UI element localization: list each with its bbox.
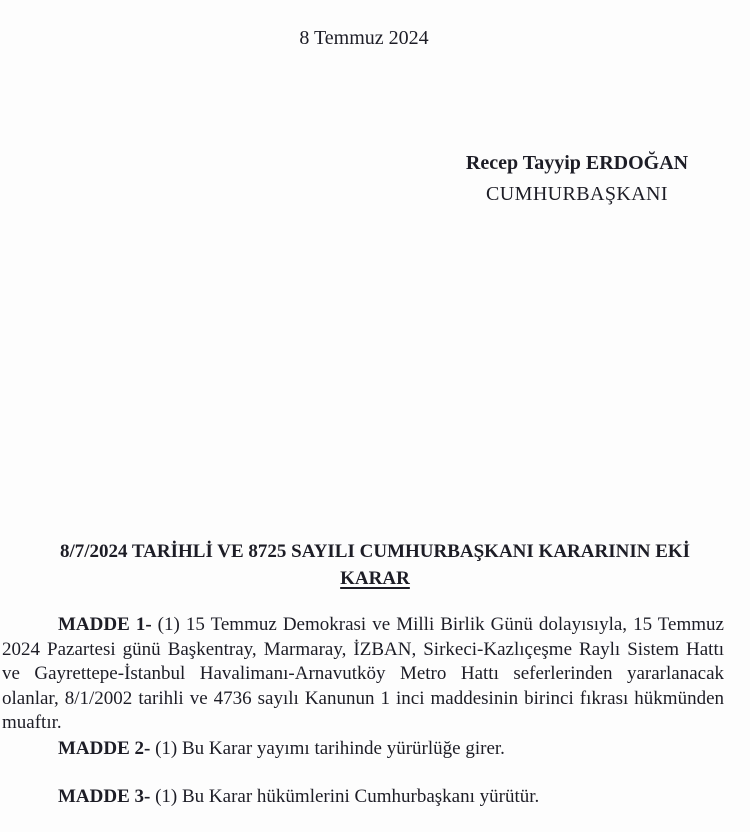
decree-heading — [0, 538, 750, 592]
article-madde-3 — [2, 785, 724, 810]
article-madde-2-text: (1) Bu Karar yayımı tarihinde yürürlüğe girer. — [150, 738, 505, 759]
decree-heading-line-1: 8/7/2024 TARİHLİ VE 8725 SAYILI CUMHURBAŞKANI KARARININ EKİ — [59, 541, 691, 562]
article-madde-2 — [2, 737, 724, 762]
signature-block — [402, 148, 750, 210]
signature-title: CUMHURBAŞKANI — [486, 183, 668, 205]
signature-name: Recep Tayyip ERDOĞAN — [465, 152, 689, 174]
article-madde-3-label: MADDE 3- — [58, 786, 151, 807]
article-madde-1 — [2, 613, 724, 736]
article-madde-3-text: (1) Bu Karar hükümlerini Cumhurbaşkanı yürütür. — [150, 786, 540, 807]
document-date: 8 Temmuz 2024 — [299, 27, 429, 49]
decree-heading-line-2: KARAR — [340, 568, 410, 589]
article-madde-1-text: (1) 15 Temmuz Demokrasi ve Milli Birlik Günü dolayısıyla, 15 Temmuz 2024 Pazartesi günü Başkentray, Marmaray, İZBAN, Sirkeci-Kazlıçeşme Raylı Sistem Hattı ve Gayrettepe-İstanbul Havalimanı-Arnavutköy Metro Hattı seferlerinden yararlanacak olanlar, 8/1/2002 tarihli ve 4736 sayılı Kanunun 1 inci maddesinin birinci fıkrası hükmünden muaftır. — [2, 614, 724, 734]
article-madde-2-label: MADDE 2- — [58, 738, 151, 759]
article-madde-1-label: MADDE 1- — [58, 614, 152, 635]
